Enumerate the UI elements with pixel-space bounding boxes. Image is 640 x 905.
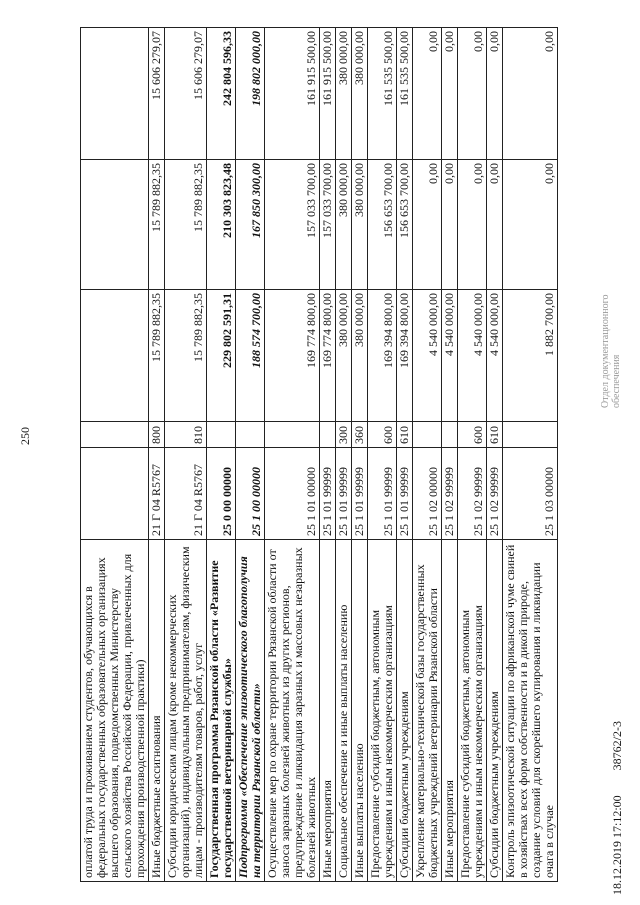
cell-amount-year-1: 188 574 700,00 xyxy=(236,290,265,422)
stamp xyxy=(600,295,622,408)
cell-name: Контроль эпизоотической ситуации по африканской чуме свиней в хозяйствах всех форм собственности и в дикой природе, создание условий для скорейшего купирования и ликвидации очага в случае xyxy=(503,540,558,882)
table-row xyxy=(503,28,558,882)
cell-amount-year-3: 161 535 500,00 xyxy=(397,28,413,160)
cell-target-code: 25 1 01 99999 xyxy=(352,448,368,540)
cell-amount-year-3: 0,00 xyxy=(487,28,503,160)
cell-target-code: 25 0 00 00000 xyxy=(207,448,236,540)
cell-name: Иные мероприятия xyxy=(442,540,458,882)
table-row xyxy=(458,28,487,882)
cell-expense-type: 800 xyxy=(149,422,165,448)
cell-amount-year-2: 15 789 882,35 xyxy=(149,160,165,290)
cell-amount-year-2: 210 303 823,48 xyxy=(207,160,236,290)
cell-amount-year-3: 161 915 500,00 xyxy=(265,28,320,160)
cell-amount-year-3: 15 606 279,07 xyxy=(149,28,165,160)
cell-target-code: 25 1 02 99999 xyxy=(487,448,503,540)
cell-amount-year-2: 156 653 700,00 xyxy=(397,160,413,290)
cell-name: Предоставление субсидий бюджетным, автономным учреждениям и иным некоммерческим организациям xyxy=(458,540,487,882)
cell-expense-type: 600 xyxy=(458,422,487,448)
cell-name: Предоставление субсидий бюджетным, автономным учреждениям и иным некоммерческим организациям xyxy=(368,540,397,882)
page-number: 250 xyxy=(18,427,32,445)
cell-target-code: 21 Г 04 R5767 xyxy=(165,448,207,540)
cell-name: Укрепление материально-технической базы государственных бюджетных учреждений ветеринарии Рязанской области xyxy=(413,540,442,882)
cell-name: Субсидии бюджетным учреждениям xyxy=(487,540,503,882)
cell-amount-year-3: 0,00 xyxy=(458,28,487,160)
cell-target-code: 25 1 01 99999 xyxy=(336,448,352,540)
budget-table-container xyxy=(80,28,600,882)
cell-expense-type: 360 xyxy=(352,422,368,448)
cell-amount-year-1: 380 000,00 xyxy=(352,290,368,422)
cell-amount-year-1: 169 774 800,00 xyxy=(265,290,320,422)
table-row xyxy=(165,28,207,882)
cell-amount-year-3: 242 804 596,33 xyxy=(207,28,236,160)
cell-amount-year-2: 157 033 700,00 xyxy=(265,160,320,290)
cell-expense-type xyxy=(413,422,442,448)
table-row xyxy=(368,28,397,882)
cell-expense-type xyxy=(442,422,458,448)
cell-target-code: 25 1 01 99999 xyxy=(320,448,336,540)
table-row xyxy=(265,28,320,882)
footer-date: 18.12.2019 17:12:00 xyxy=(610,795,624,895)
cell-amount-year-3: 0,00 xyxy=(413,28,442,160)
cell-amount-year-3: 15 606 279,07 xyxy=(165,28,207,160)
cell-amount-year-1: 4 540 000,00 xyxy=(487,290,503,422)
table-row xyxy=(397,28,413,882)
cell-amount-year-2: 0,00 xyxy=(413,160,442,290)
cell-amount-year-1: 169 394 800,00 xyxy=(368,290,397,422)
cell-target-code: 25 1 02 99999 xyxy=(442,448,458,540)
footer xyxy=(610,699,625,895)
cell-amount-year-2: 0,00 xyxy=(458,160,487,290)
cell-amount-year-3: 161 915 500,00 xyxy=(320,28,336,160)
cell-amount-year-2: 156 653 700,00 xyxy=(368,160,397,290)
cell-amount-year-3: 198 802 000,00 xyxy=(236,28,265,160)
cell-target-code: 25 1 01 99999 xyxy=(397,448,413,540)
cell-amount-year-2: 380 000,00 xyxy=(336,160,352,290)
cell-name: Иные выплаты населению xyxy=(352,540,368,882)
cell-name: оплатой труда и проживанием студентов, обучающихся в федеральных государственных образовательных организациях высшего образования, подведомственных Министерству сельского хозяйства Российской Федерации, привлеченных для прохождения производственной практики) xyxy=(81,540,149,882)
cell-amount-year-1: 229 802 591,31 xyxy=(207,290,236,422)
budget-table-body xyxy=(81,28,558,882)
table-row xyxy=(149,28,165,882)
cell-expense-type: 600 xyxy=(368,422,397,448)
footer-doc-number: 38762/2-3 xyxy=(610,720,624,771)
stamp-line: Отдел документационного xyxy=(600,294,611,408)
table-row xyxy=(236,28,265,882)
stamp-line: обеспечения xyxy=(611,354,622,408)
cell-amount-year-1: 169 394 800,00 xyxy=(397,290,413,422)
cell-name: Социальное обеспечение и иные выплаты населению xyxy=(336,540,352,882)
cell-expense-type xyxy=(320,422,336,448)
table-row xyxy=(442,28,458,882)
cell-amount-year-2: 380 000,00 xyxy=(352,160,368,290)
table-row xyxy=(352,28,368,882)
table-row xyxy=(487,28,503,882)
cell-target-code: 25 1 03 00000 xyxy=(503,448,558,540)
cell-amount-year-1: 380 000,00 xyxy=(336,290,352,422)
cell-expense-type xyxy=(503,422,558,448)
cell-amount-year-3: 380 000,00 xyxy=(336,28,352,160)
cell-name: Государственная программа Рязанской области «Развитие государственной ветеринарной службы» xyxy=(207,540,236,882)
cell-amount-year-1: 15 789 882,35 xyxy=(149,290,165,422)
cell-amount-year-3: 380 000,00 xyxy=(352,28,368,160)
cell-amount-year-2: 157 033 700,00 xyxy=(320,160,336,290)
cell-target-code xyxy=(81,448,149,540)
cell-target-code: 25 1 02 99999 xyxy=(458,448,487,540)
cell-expense-type: 610 xyxy=(487,422,503,448)
budget-table xyxy=(80,27,558,882)
table-row xyxy=(320,28,336,882)
cell-name: Иные бюджетные ассигнования xyxy=(149,540,165,882)
cell-amount-year-2: 167 850 300,00 xyxy=(236,160,265,290)
cell-amount-year-2: 0,00 xyxy=(503,160,558,290)
cell-expense-type: 300 xyxy=(336,422,352,448)
cell-amount-year-3: 161 535 500,00 xyxy=(368,28,397,160)
cell-amount-year-2: 0,00 xyxy=(487,160,503,290)
cell-amount-year-1 xyxy=(81,290,149,422)
cell-expense-type xyxy=(207,422,236,448)
cell-name: Иные мероприятия xyxy=(320,540,336,882)
cell-target-code: 21 Г 04 R5767 xyxy=(149,448,165,540)
cell-amount-year-3: 0,00 xyxy=(442,28,458,160)
cell-expense-type xyxy=(265,422,320,448)
cell-name: Субсидии юридическим лицам (кроме некоммерческих организаций), индивидуальным предпринимателям, физическим лицам - производителям товаров, работ, услуг xyxy=(165,540,207,882)
cell-expense-type xyxy=(236,422,265,448)
cell-amount-year-1: 4 540 000,00 xyxy=(458,290,487,422)
table-row xyxy=(81,28,149,882)
cell-name: Подпрограмма «Обеспечение эпизоотического благополучия на территории Рязанской области» xyxy=(236,540,265,882)
cell-expense-type: 610 xyxy=(397,422,413,448)
cell-target-code: 25 1 02 00000 xyxy=(413,448,442,540)
cell-expense-type: 810 xyxy=(165,422,207,448)
cell-target-code: 25 1 01 00000 xyxy=(265,448,320,540)
cell-target-code: 25 1 00 00000 xyxy=(236,448,265,540)
cell-name: Осуществление мер по охране территории Рязанской области от заноса заразных болезней животных из других регионов, предупреждение и ликвидация заразных и массовых незаразных болезней животных xyxy=(265,540,320,882)
table-row xyxy=(336,28,352,882)
cell-amount-year-3: 0,00 xyxy=(503,28,558,160)
cell-expense-type xyxy=(81,422,149,448)
cell-amount-year-1: 4 540 000,00 xyxy=(442,290,458,422)
cell-amount-year-2: 15 789 882,35 xyxy=(165,160,207,290)
cell-amount-year-1: 1 882 700,00 xyxy=(503,290,558,422)
table-row xyxy=(413,28,442,882)
cell-amount-year-1: 15 789 882,35 xyxy=(165,290,207,422)
cell-amount-year-1: 169 774 800,00 xyxy=(320,290,336,422)
cell-name: Субсидии бюджетным учреждениям xyxy=(397,540,413,882)
table-row xyxy=(207,28,236,882)
cell-amount-year-1: 4 540 000,00 xyxy=(413,290,442,422)
cell-amount-year-2 xyxy=(81,160,149,290)
cell-amount-year-3 xyxy=(81,28,149,160)
cell-amount-year-2: 0,00 xyxy=(442,160,458,290)
cell-target-code: 25 1 01 99999 xyxy=(368,448,397,540)
